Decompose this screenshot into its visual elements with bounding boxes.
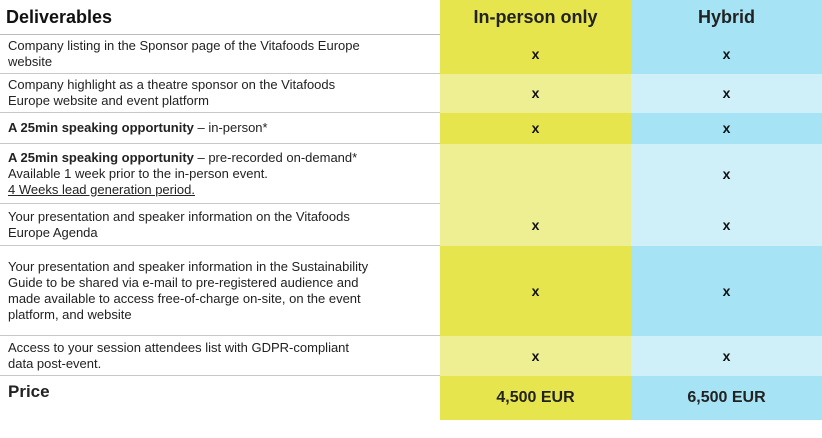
row-description: Company listing in the Sponsor page of the Vitafoods Europe website (0, 35, 440, 74)
in-person-mark: x (440, 35, 631, 74)
header-deliverables: Deliverables (0, 0, 440, 35)
table-row (0, 204, 822, 246)
in-person-mark: x (440, 336, 631, 376)
price-hybrid: 6,500 EUR (631, 376, 822, 420)
hybrid-mark: x (631, 246, 822, 336)
header-row (0, 0, 822, 35)
hybrid-mark: x (631, 113, 822, 144)
price-in-person: 4,500 EUR (440, 376, 631, 420)
hybrid-mark: x (631, 144, 822, 204)
row-description: A 25min speaking opportunity – in-person* (0, 113, 440, 144)
in-person-mark: x (440, 204, 631, 246)
table-row (0, 35, 822, 74)
row-description: Your presentation and speaker information in the Sustainability Guide to be shared via e-mail to pre-registered audience and made available to access free-of-charge on-site, on the event platform, and website (0, 246, 440, 336)
price-label: Price (8, 382, 50, 401)
hybrid-mark: x (631, 74, 822, 113)
table-row (0, 113, 822, 144)
hybrid-mark: x (631, 336, 822, 376)
in-person-mark: x (440, 74, 631, 113)
row-description: Company highlight as a theatre sponsor on the Vitafoods Europe website and event platform (0, 74, 440, 113)
in-person-mark: x (440, 113, 631, 144)
row-description: A 25min speaking opportunity – pre-recorded on-demand* Available 1 week prior to the in-person event. 4 Weeks lead generation period. (0, 144, 440, 204)
table-row (0, 336, 822, 376)
row-description: Access to your session attendees list with GDPR-compliant data post-event. (0, 336, 440, 376)
header-in-person: In-person only (440, 0, 631, 35)
row-description: Your presentation and speaker information on the Vitafoods Europe Agenda (0, 204, 440, 246)
in-person-mark: x (440, 246, 631, 336)
header-hybrid: Hybrid (631, 0, 822, 35)
table-row (0, 144, 822, 204)
hybrid-mark: x (631, 35, 822, 74)
price-row (0, 376, 822, 420)
table-row (0, 246, 822, 336)
lead-generation-note: 4 Weeks lead generation period. (8, 181, 195, 197)
in-person-mark (440, 144, 631, 204)
table-row (0, 74, 822, 113)
hybrid-mark: x (631, 204, 822, 246)
